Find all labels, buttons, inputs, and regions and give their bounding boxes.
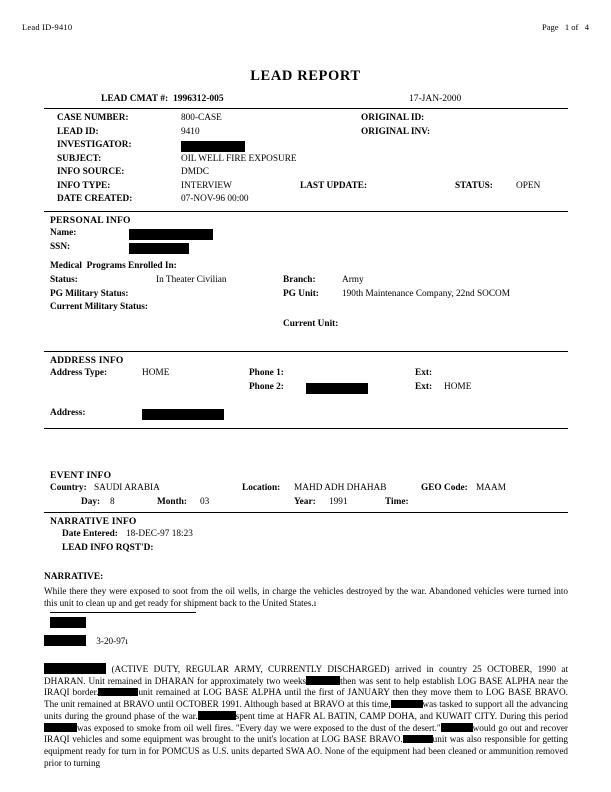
info-source-value: DMDC — [181, 167, 209, 177]
narrative-para-2-b: then was sent to help establish LOG BASE ALPHA near the IRAQI border. — [44, 675, 568, 698]
redaction-address — [142, 409, 224, 420]
year-label: Year: — [294, 496, 316, 507]
redaction-inline-7 — [441, 723, 473, 732]
narrative-para-1-text: While there they were exposed to soot from the oil wells, in charge the vehicles destroyed by the war. Abandoned vehicles were turned into this unit to clean up and get ready for shipment back to the United States.ı — [44, 586, 568, 608]
lead-info-rqst-label: LEAD INFO RQST'D: — [62, 542, 154, 553]
divider-top — [44, 108, 568, 109]
narrative-heading-wrap — [44, 572, 568, 584]
redaction-artifact-1 — [50, 617, 86, 628]
ext2-value: HOME — [444, 381, 472, 392]
narrative-paragraph-1 — [44, 586, 568, 609]
phone1-label: Phone 1: — [249, 368, 284, 378]
divider-personal — [44, 211, 568, 212]
case-info-section — [44, 113, 568, 203]
narrative-para-2-f: was exposed to smoke from oil well fires. "Every day we were exposed to the dust of the desert." — [77, 722, 441, 733]
info-type-value: INTERVIEW — [181, 180, 232, 191]
narrative-para-2-e: spent time at HAFR AL BATIN, CAMP DOHA, and KUWAIT CITY. During this period — [235, 710, 568, 721]
redaction-investigator — [181, 141, 245, 152]
geo-code-label: GEO Code: — [421, 483, 468, 493]
branch-label: Branch: — [283, 275, 316, 285]
redaction-inline-5 — [198, 711, 236, 720]
status-value: OPEN — [516, 180, 541, 191]
narrative-paragraph-2 — [44, 663, 568, 769]
case-number-label: CASE NUMBER: — [57, 113, 129, 123]
scan-artifact-line — [50, 612, 196, 613]
personal-info-section — [44, 215, 568, 332]
personal-info-title: PERSONAL INFO — [50, 215, 131, 226]
info-source-label: INFO SOURCE: — [57, 167, 125, 177]
cmat-date: 17-JAN-2000 — [409, 94, 462, 104]
date-created-label: DATE CREATED: — [57, 194, 133, 204]
current-military-status-label: Current Military Status: — [50, 302, 148, 312]
header-page-number: Page 1 of 4 — [542, 22, 589, 32]
narrative-heading: NARRATIVE: — [44, 572, 104, 582]
time-label: Time: — [385, 496, 409, 507]
page-title: LEAD REPORT — [250, 68, 361, 84]
narrative-date-line: 3-20-97ı — [96, 636, 128, 646]
address-info-section — [44, 355, 568, 421]
lead-id-value: 9410 — [181, 126, 200, 137]
branch-value: Army — [342, 275, 364, 285]
pg-military-status-label: PG Military Status: — [50, 288, 129, 299]
status-label-personal: Status: — [50, 275, 78, 285]
pg-unit-value: 190th Maintenance Company, 22nd SOCOM — [342, 288, 511, 299]
redaction-ssn — [129, 243, 189, 254]
subject-label: SUBJECT: — [57, 153, 102, 164]
geo-code-value: MAAM — [476, 483, 506, 493]
address-label: Address: — [50, 408, 86, 418]
narrative-para-2-d: was tasked to support all the advancing units during the ground phase of the war. — [44, 699, 568, 721]
year-value: 1991 — [329, 496, 348, 507]
narrative-info-title: NARRATIVE INFO — [50, 516, 137, 527]
redaction-inline-8 — [403, 735, 433, 744]
redaction-inline-6 — [44, 723, 77, 732]
event-info-section — [44, 470, 568, 510]
month-label: Month: — [157, 496, 187, 507]
date-entered-value: 18-DEC-97 18:23 — [126, 529, 193, 539]
ssn-label: SSN: — [50, 241, 71, 252]
country-value: SAUDI ARABIA — [94, 483, 160, 493]
redaction-inline-3 — [98, 688, 138, 697]
investigator-label: INVESTIGATOR: — [57, 140, 132, 150]
status-label: STATUS: — [455, 180, 493, 191]
narrative-date-line-wrap — [44, 635, 568, 648]
original-id-label: ORIGINAL ID: — [361, 113, 425, 123]
redaction-name — [129, 229, 213, 240]
narrative-para-2-c: unit remained at LOG BASE ALPHA until the first of JANUARY then they move them to LOG BASE BRAVO. The unit remained at BRAVO until OCTOBER 1991. Although based at BRAVO at this time, — [44, 687, 568, 710]
day-value: 8 — [110, 496, 115, 507]
current-unit-label: Current Unit: — [283, 318, 339, 329]
lead-id-label: LEAD ID: — [57, 126, 99, 137]
redaction-phone2 — [306, 383, 368, 394]
location-label: Location: — [242, 483, 281, 493]
info-type-label: INFO TYPE: — [57, 180, 111, 191]
event-info-title: EVENT INFO — [50, 470, 112, 481]
date-entered-label: Date Entered: — [62, 529, 118, 539]
ext1-label: Ext: — [415, 368, 433, 378]
medical-programs-label: Medical Programs Enrolled In: — [50, 261, 177, 271]
narrative-para-2-g: would go out and recover IRAQI vehicles and some equipment was brought to the unit's location at LOG BASE BRAVO. — [44, 722, 568, 745]
redaction-inline-2 — [306, 676, 340, 685]
case-number-value: 800-CASE — [181, 113, 222, 123]
name-label: Name: — [50, 228, 77, 238]
country-label: Country: — [50, 483, 87, 493]
header-lead-id: Lead ID-9410 — [22, 22, 73, 32]
divider-event — [44, 428, 568, 429]
location-value: MAHD ADH DHAHAB — [294, 483, 387, 493]
ext2-label: Ext: — [415, 381, 433, 392]
month-value: 03 — [200, 496, 210, 507]
address-type-value: HOME — [142, 368, 170, 378]
pg-unit-label: PG Unit: — [283, 288, 319, 299]
address-info-title: ADDRESS INFO — [50, 355, 124, 366]
status-value-personal: In Theater Civilian — [156, 275, 227, 285]
divider-narrative-info — [44, 512, 568, 513]
divider-address — [44, 351, 568, 352]
narrative-para-2-a: (ACTIVE DUTY, REGULAR ARMY, CURRENTLY DISCHARGED) arrived in country 25 OCTOBER, 1990 at DHARAN. Unit remained in DHARAN for approximately two weeks — [44, 664, 569, 686]
original-inv-label: ORIGINAL INV: — [361, 126, 431, 137]
redaction-name-1 — [44, 663, 106, 674]
address-type-label: Address Type: — [50, 368, 108, 378]
phone2-label: Phone 2: — [249, 381, 284, 392]
subject-value: OIL WELL FIRE EXPOSURE — [181, 153, 297, 164]
day-label: Day: — [81, 496, 101, 507]
narrative-info-section — [44, 516, 568, 556]
last-update-label: LAST UPDATE: — [300, 180, 368, 191]
redaction-inline-4 — [391, 700, 423, 709]
cmat-number: LEAD CMAT #: 1996312-005 — [101, 94, 224, 104]
date-created-value: 07-NOV-96 00:00 — [181, 194, 249, 204]
narrative-para-2-h: unit was also responsible for getting equipment ready for turn in for POMCUS as U.S. units departed SWA AO. None of the equipment had been cleaned or ammunition removed prior to turning — [44, 734, 568, 768]
redaction-date-line — [44, 635, 86, 646]
